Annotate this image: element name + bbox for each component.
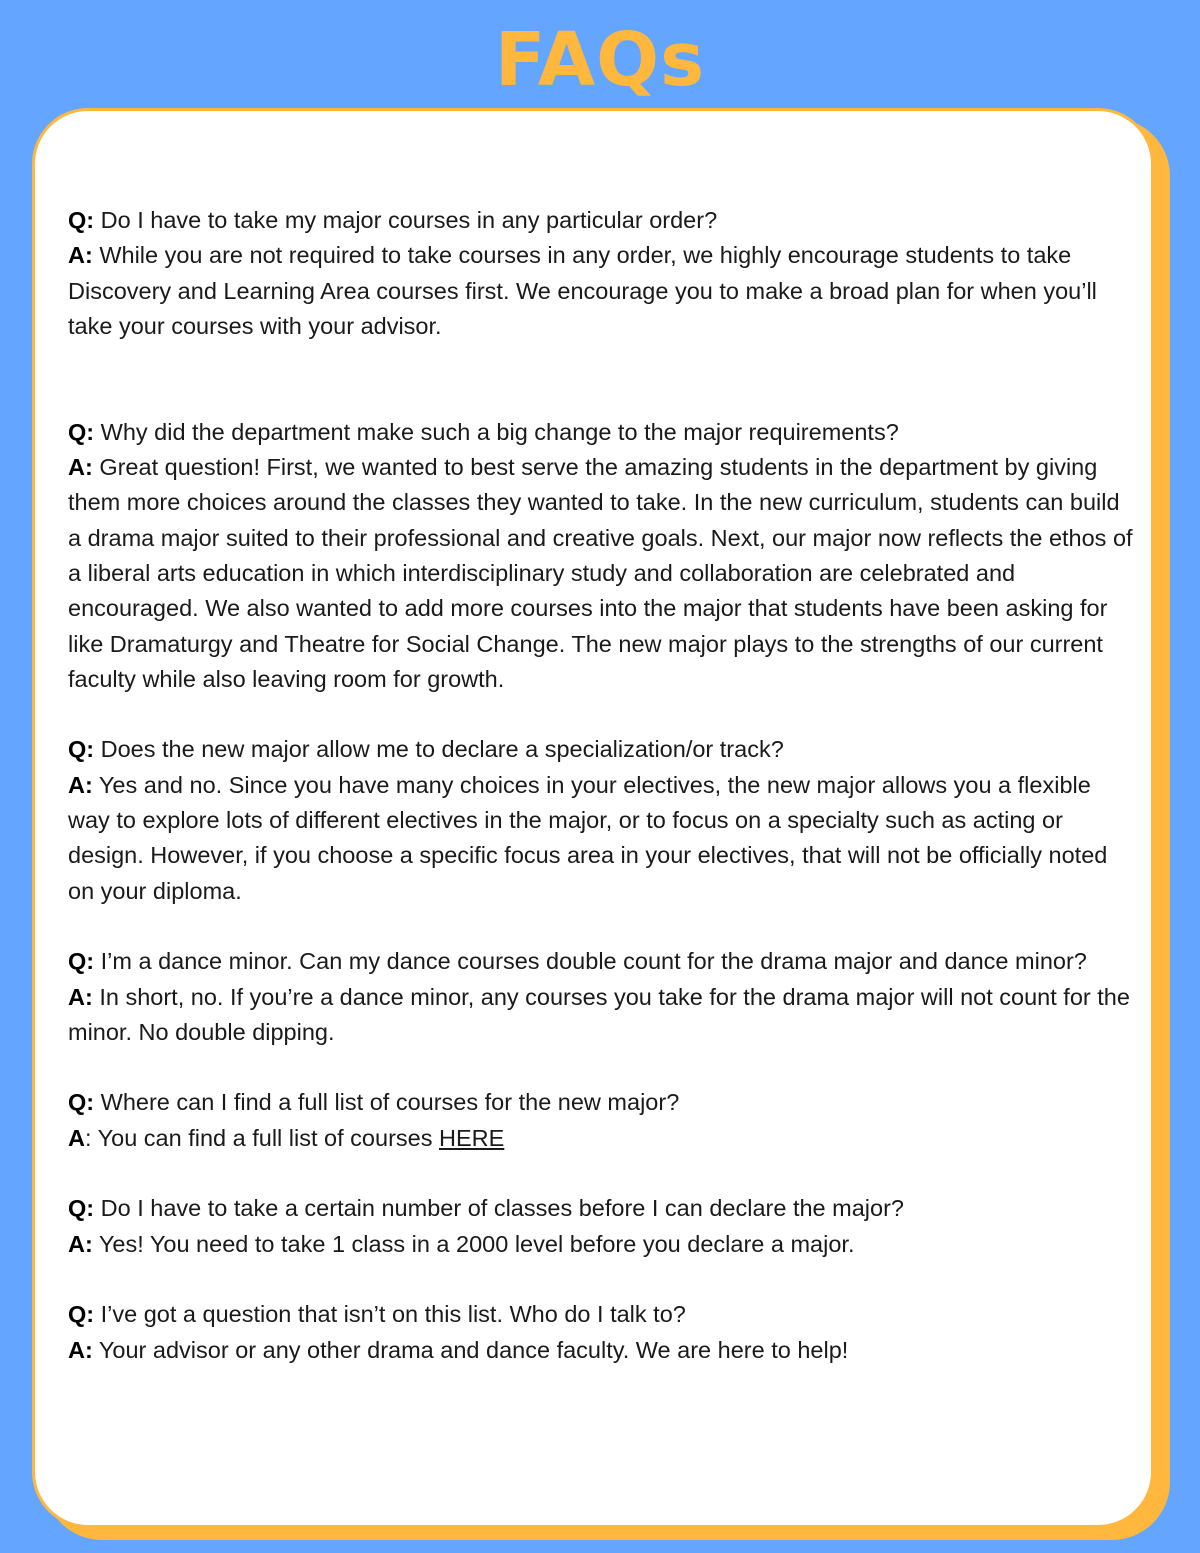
answer — [68, 1333, 1138, 1368]
faq-item-prerequisite — [68, 1191, 1138, 1262]
answer — [68, 1227, 1138, 1262]
a-label: A: — [68, 771, 93, 798]
answer — [68, 238, 1138, 344]
a-label: A: — [68, 454, 93, 481]
question — [68, 1297, 1138, 1332]
answer — [68, 1121, 1138, 1156]
question-text: Does the new major allow me to declare a specialization/or track? — [94, 736, 784, 763]
a-label: A: — [68, 242, 93, 269]
answer-text: In short, no. If you’re a dance minor, any courses you take for the drama major will not count for the minor. No double dipping. — [68, 983, 1130, 1045]
faq-item-specialization — [68, 732, 1138, 908]
question — [68, 732, 1138, 767]
question — [68, 203, 1138, 238]
answer-text: Yes! You need to take 1 class in a 2000 level before you declare a major. — [92, 1230, 855, 1257]
faq-list — [68, 203, 1138, 1403]
a-label: A: — [68, 983, 93, 1010]
course-list-link[interactable]: HERE — [439, 1124, 505, 1151]
q-label: Q: — [68, 418, 95, 445]
question-text: Where can I find a full list of courses for the new major? — [94, 1089, 680, 1116]
q-label: Q: — [68, 948, 95, 975]
question — [68, 1085, 1138, 1120]
answer-text: Great question! First, we wanted to best serve the amazing students in the department by giving them more choices around the classes they wanted to take. In the new curriculum, students can build a drama major suited to their professional and creative goals. Next, our major now reflects the ethos of a liberal arts education in which interdisciplinary study and collaboration are celebrated and encouraged. We also wanted to add more courses into the major that students have been asking for like Dramaturgy and Theatre for Social Change. The new major plays to the strengths of our current faculty while also leaving room for growth. — [68, 454, 1133, 692]
answer — [68, 768, 1138, 909]
q-label: Q: — [68, 1301, 95, 1328]
faq-item-contact — [68, 1297, 1138, 1368]
a-label: A — [68, 1124, 85, 1151]
q-label: Q: — [68, 1089, 95, 1116]
answer-text: : You can find a full list of courses — [84, 1124, 439, 1151]
question-text: Do I have to take a certain number of classes before I can declare the major? — [94, 1195, 904, 1222]
q-label: Q: — [68, 736, 95, 763]
page-title: FAQs — [494, 17, 706, 103]
question — [68, 415, 1138, 450]
a-label: A: — [68, 1230, 93, 1257]
question-text: Why did the department make such a big change to the major requirements? — [94, 418, 899, 445]
faq-item-course-list — [68, 1085, 1138, 1156]
faq-item-order — [68, 203, 1138, 344]
a-label: A: — [68, 1336, 93, 1363]
q-label: Q: — [68, 207, 95, 233]
faq-item-dance-minor — [68, 944, 1138, 1050]
answer-text: Your advisor or any other drama and dance faculty. We are here to help! — [92, 1336, 849, 1363]
question-text: I’ve got a question that isn’t on this list. Who do I talk to? — [94, 1301, 686, 1328]
faq-item-change — [68, 415, 1138, 697]
question-text: I’m a dance minor. Can my dance courses double count for the drama major and dance minor? — [94, 948, 1087, 975]
answer-text: Yes and no. Since you have many choices in your electives, the new major allows you a flexible way to explore lots of different electives in the major, or to focus on a specialty such as acting or design. However, if you choose a specific focus area in your electives, that will not be officially noted on your diploma. — [68, 771, 1108, 904]
answer-text: While you are not required to take courses in any order, we highly encourage students to take Discovery and Learning Area courses first. We encourage you to make a broad plan for when you’ll take your courses with your advisor. — [68, 242, 1097, 339]
answer — [68, 980, 1138, 1051]
question-text: Do I have to take my major courses in any particular order? — [94, 207, 718, 233]
q-label: Q: — [68, 1195, 95, 1222]
question — [68, 944, 1138, 979]
question — [68, 1191, 1138, 1226]
answer — [68, 450, 1138, 697]
